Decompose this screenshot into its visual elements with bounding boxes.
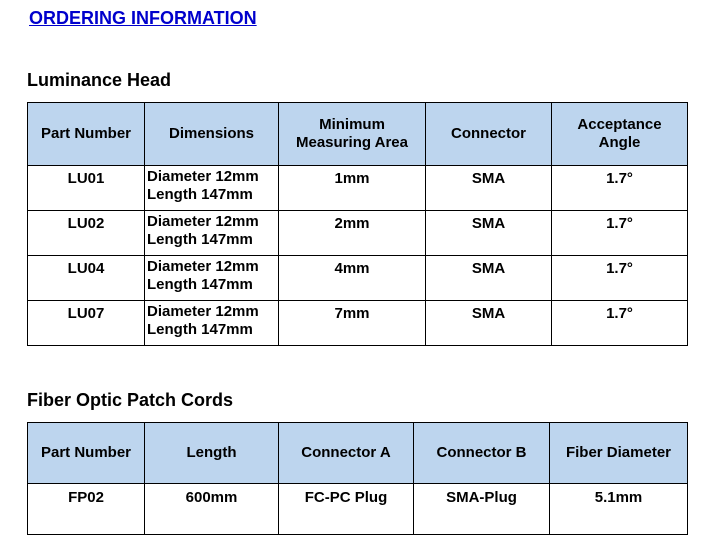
ordering-information-heading[interactable]: ORDERING INFORMATION bbox=[29, 8, 257, 28]
col-header-minimum-measuring-area: Minimum Measuring Area bbox=[279, 103, 426, 166]
connector-cell: SMA bbox=[426, 166, 552, 211]
connector-a-cell: FC-PC Plug bbox=[279, 484, 414, 535]
luminance-head-table bbox=[27, 102, 688, 346]
col-header-fiber-diameter: Fiber Diameter bbox=[550, 423, 688, 484]
table-row bbox=[28, 211, 688, 256]
fiber-diameter-cell: 5.1mm bbox=[550, 484, 688, 535]
measuring-area-cell: 4mm bbox=[279, 256, 426, 301]
part-number-cell: LU04 bbox=[28, 256, 145, 301]
part-number-cell: LU02 bbox=[28, 211, 145, 256]
col-header-connector: Connector bbox=[426, 103, 552, 166]
table-row bbox=[28, 256, 688, 301]
dimensions-cell: Diameter 12mm Length 147mm bbox=[145, 301, 279, 346]
part-number-cell: LU01 bbox=[28, 166, 145, 211]
measuring-area-cell: 1mm bbox=[279, 166, 426, 211]
col-header-dimensions: Dimensions bbox=[145, 103, 279, 166]
measuring-area-cell: 7mm bbox=[279, 301, 426, 346]
length-cell: 600mm bbox=[145, 484, 279, 535]
fiber-optic-patch-cords-table bbox=[27, 422, 688, 535]
table-row bbox=[28, 301, 688, 346]
dimensions-cell: Diameter 12mm Length 147mm bbox=[145, 211, 279, 256]
acceptance-angle-cell: 1.7° bbox=[552, 211, 688, 256]
fiber-optic-patch-cords-title: Fiber Optic Patch Cords bbox=[27, 390, 234, 410]
connector-cell: SMA bbox=[426, 301, 552, 346]
dimensions-cell: Diameter 12mm Length 147mm bbox=[145, 166, 279, 211]
part-number-cell: FP02 bbox=[28, 484, 145, 535]
acceptance-angle-cell: 1.7° bbox=[552, 256, 688, 301]
connector-cell: SMA bbox=[426, 256, 552, 301]
table-row bbox=[28, 166, 688, 211]
acceptance-angle-cell: 1.7° bbox=[552, 301, 688, 346]
col-header-length: Length bbox=[145, 423, 279, 484]
fiber-header-row bbox=[28, 423, 688, 484]
col-header-connector-a: Connector A bbox=[279, 423, 414, 484]
table-row bbox=[28, 484, 688, 535]
measuring-area-cell: 2mm bbox=[279, 211, 426, 256]
part-number-cell: LU07 bbox=[28, 301, 145, 346]
dimensions-cell: Diameter 12mm Length 147mm bbox=[145, 256, 279, 301]
luminance-header-row bbox=[28, 103, 688, 166]
col-header-part-number: Part Number bbox=[28, 103, 145, 166]
col-header-acceptance-angle: Acceptance Angle bbox=[552, 103, 688, 166]
col-header-connector-b: Connector B bbox=[414, 423, 550, 484]
connector-b-cell: SMA-Plug bbox=[414, 484, 550, 535]
luminance-head-title: Luminance Head bbox=[27, 70, 172, 90]
acceptance-angle-cell: 1.7° bbox=[552, 166, 688, 211]
connector-cell: SMA bbox=[426, 211, 552, 256]
col-header-part-number: Part Number bbox=[28, 423, 145, 484]
